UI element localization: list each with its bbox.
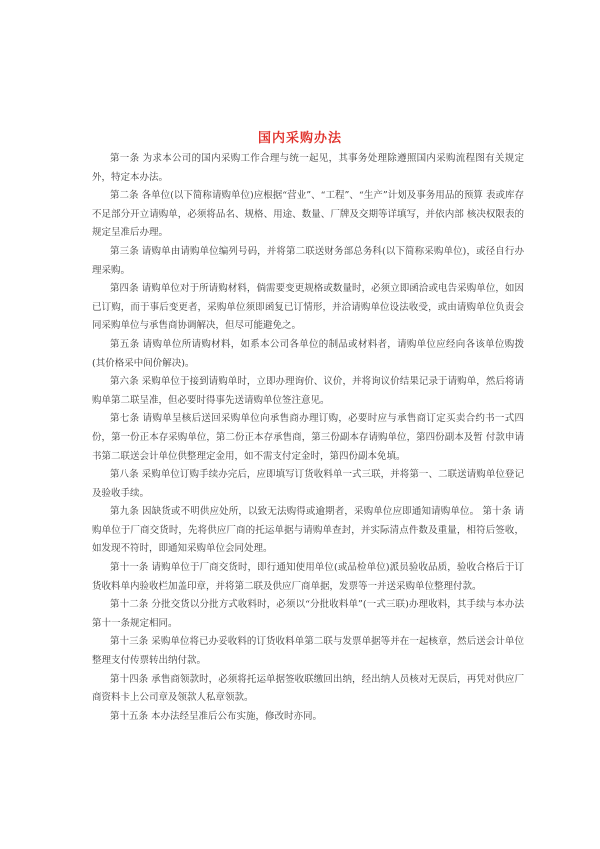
- article-13: 第十三条 采购单位将已办妥收料的订货收料单第二联与发票单据等并在一起核章，然后送会计单位整理支付传票转出纳付款。: [92, 636, 524, 667]
- article-14: 第十四条 承售商领款时，必须将托运单据签收联缴回出纳，经出纳人员核对无误后，再凭对供应厂商资料卡上公司章及领款人私章领款。: [92, 673, 524, 704]
- article-5: 第五条 请购单位所请购材料，如系本公司各单位的制品或材料者，请购单位应经向各该单位购拨(其价格采中间价解决)。: [92, 338, 524, 369]
- article-3: 第三条 请购单由请购单位编列号码，并将第二联送财务部总务科(以下简称采购单位)，或径自行办理采购。: [92, 245, 524, 276]
- article-4: 第四条 请购单位对于所请购材料，倘需要变更规格或数量时，必须立即函洽或电告采购单位，如因已订购，而于事后变更者，采购单位须即函复已订情形，并洽请购单位设法收受，或由请购单位负责会同采购单位与承售商协调解决，但尽可能避免之。: [92, 283, 524, 332]
- page-title: 国内采购办法: [257, 131, 342, 146]
- article-6: 第六条 采购单位于接到请购单时，立即办理询价、议价，并将询议价结果记录于请购单，然后将请购单第二联呈准，但必要时得事先送请购单位签注意见。: [92, 376, 524, 406]
- article-9-10: 第九条 因缺货或不明供应处所，以致无法购得或逾期者，采购单位应即通知请购单位。 第十条 请购单位于厂商交货时，先将供应厂商的托运单据与请购单查封，并实际清点件数及重量，相符后签收，如发现不符时，即通知采购单位会同处理。: [92, 506, 524, 555]
- article-2: 第二条 各单位(以下简称请购单位)应根据“营业”、“工程”、“生产”计划及事务用品的预算 表或库存不足部分开立请购单，必须将品名、规格、用途、数量、厂牌及交期等详填写，并依内部 核决权限表的规定呈准后办理。: [92, 190, 524, 239]
- article-1: 第一条 为求本公司的国内采购工作合理与统一起见，其事务处理除遵照国内采购流程图有关规定外，特定本办法。: [92, 153, 524, 183]
- article-7: 第七条 请购单呈核后送回采购单位向承售商办理订购，必要时应与承售商订定买卖合约书一式四份，第一份正本存采购单位，第二份正本存承售商，第三份副本存请购单位，第四份副本及暂 付款申请书第二联送会计单位供整理定金用，如不需支付定金时，第四份副本免填。: [92, 413, 524, 462]
- document-body: [92, 150, 524, 726]
- article-12: 第十二条 分批交货以分批方式收料时，必须以“分批收料单”(一式三联)办理收料，其手续与本办法第十一条规定相同。: [92, 599, 524, 629]
- article-8: 第八条 采购单位订购手续办完后，应即填写订货收料单一式三联，并将第一、二联送请购单位登记及验收手续。: [92, 469, 524, 499]
- article-11: 第十一条 请购单位于厂商交货时，即行通知使用单位(或品检单位)派员验收品质，验收合格后于订货收料单内验收栏加盖印章，并将第二联及供应厂商单据，发票等一并送采购单位整理付款。: [92, 562, 524, 592]
- article-15: 第十五条 本办法经呈准后公布实施，修改时亦同。: [110, 710, 323, 722]
